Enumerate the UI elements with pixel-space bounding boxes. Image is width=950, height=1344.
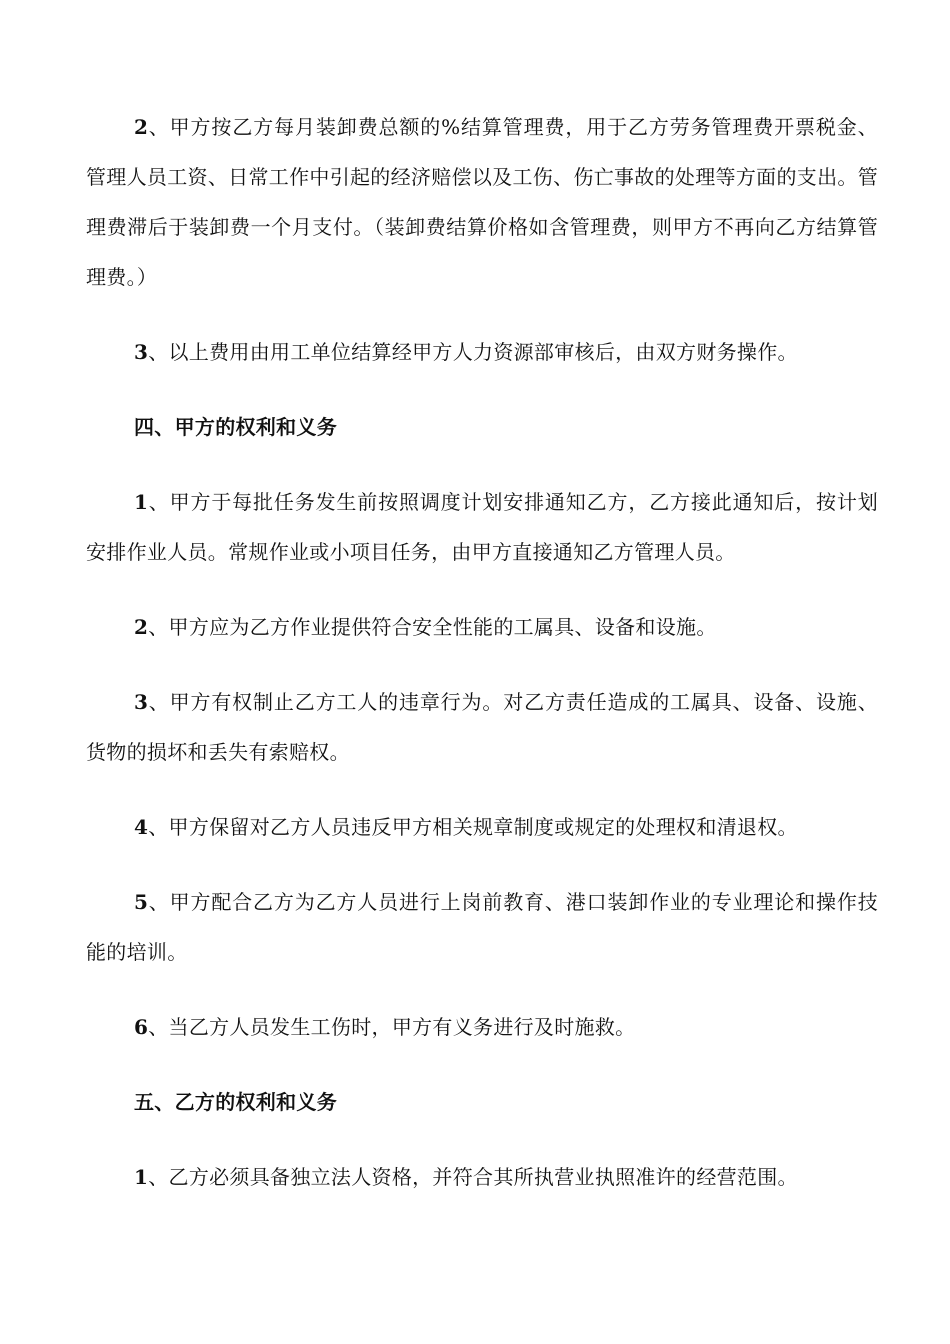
paragraph-number: 1 <box>134 1165 149 1189</box>
paragraph-party-a-4 <box>86 802 878 852</box>
paragraph-party-a-6 <box>86 1002 878 1052</box>
paragraph-text: 、甲方有权制止乙方工人的违章行为。对乙方责任造成的工属具、设备、设施、货物的损坏和丢失有索赔权。 <box>86 690 878 764</box>
paragraph-text: 、甲方按乙方每月装卸费总额的%结算管理费，用于乙方劳务管理费开票税金、管理人员工资、日常工作中引起的经济赔偿以及工伤、伤亡事故的处理等方面的支出。管理费滞后于装卸费一个月支付。（装卸费结算价格如含管理费，则甲方不再向乙方结算管理费。） <box>86 115 878 289</box>
paragraph-fee-3 <box>86 327 878 377</box>
paragraph-text: 、甲方配合乙方为乙方人员进行上岗前教育、港口装卸作业的专业理论和操作技能的培训。 <box>86 890 878 964</box>
paragraph-text: 、当乙方人员发生工伤时，甲方有义务进行及时施救。 <box>148 1015 636 1039</box>
paragraph-text: 、甲方于每批任务发生前按照调度计划安排通知乙方，乙方接此通知后，按计划安排作业人员。常规作业或小项目任务，由甲方直接通知乙方管理人员。 <box>86 490 878 564</box>
paragraph-party-a-5 <box>86 877 878 977</box>
paragraph-text: 、甲方应为乙方作业提供符合安全性能的工属具、设备和设施。 <box>148 615 717 639</box>
section-heading-party-a: 四、甲方的权利和义务 <box>134 415 337 439</box>
section-heading-party-b: 五、乙方的权利和义务 <box>134 1090 337 1114</box>
paragraph-number: 3 <box>134 340 149 364</box>
paragraph-number: 4 <box>134 815 149 839</box>
paragraph-text: 、以上费用由用工单位结算经甲方人力资源部审核后，由双方财务操作。 <box>148 340 798 364</box>
paragraph-fee-2 <box>86 102 878 302</box>
paragraph-text: 、乙方必须具备独立法人资格，并符合其所执营业执照准许的经营范围。 <box>148 1165 798 1189</box>
paragraph-party-a-2 <box>86 602 878 652</box>
paragraph-number: 2 <box>134 615 149 639</box>
paragraph-party-a-1 <box>86 477 878 577</box>
paragraph-number: 1 <box>134 490 149 514</box>
paragraph-party-b-1 <box>86 1152 878 1202</box>
paragraph-text: 、甲方保留对乙方人员违反甲方相关规章制度或规定的处理权和清退权。 <box>148 815 798 839</box>
paragraph-number: 3 <box>134 690 149 714</box>
paragraph-number: 5 <box>134 890 149 914</box>
paragraph-number: 2 <box>134 115 149 139</box>
document-body <box>86 102 878 1227</box>
paragraph-number: 6 <box>134 1015 149 1039</box>
paragraph-party-a-3 <box>86 677 878 777</box>
